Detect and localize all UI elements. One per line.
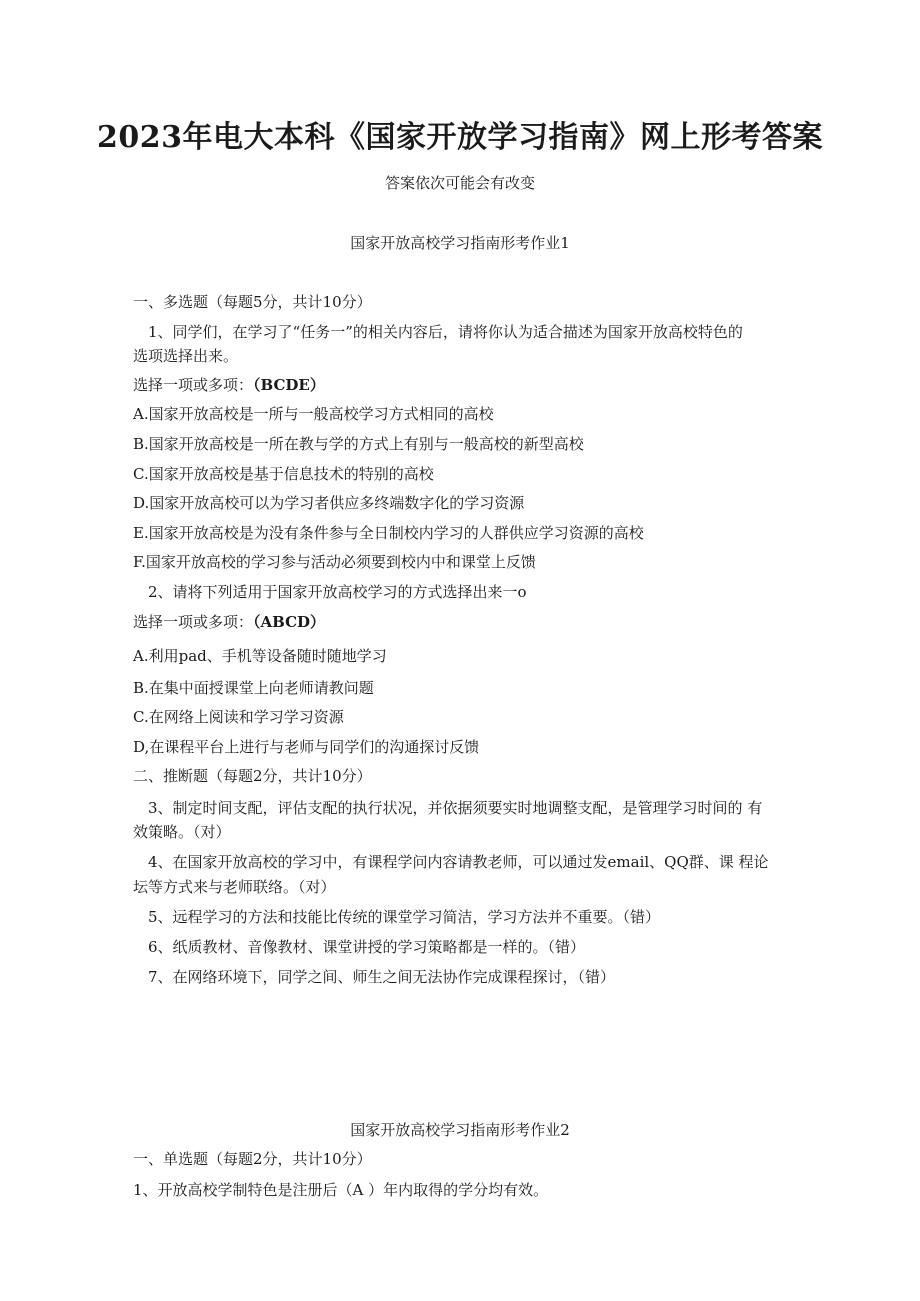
assignment-1-heading: 国家开放高校学习指南形考作业1: [350, 234, 570, 252]
question-6-text: 6、纸质教材、音像教材、课堂讲授的学习策略都是一样的。（错）: [148, 938, 586, 956]
document-subtitle: 答案依次可能会有改变: [384, 174, 535, 192]
question-2-answer-line: [133, 612, 325, 632]
question-1-option: B.国家开放高校是一所在教与学的方式上有别与一般高校的新型高校: [133, 435, 584, 453]
section-true-false-header: 二、推断题（每题2分，共计10分）: [133, 767, 372, 785]
select-prompt: 选择一项或多项：: [133, 613, 254, 631]
answer-value: （ABCD）: [253, 613, 326, 631]
assignment-2-heading: 国家开放高校学习指南形考作业2: [350, 1121, 570, 1139]
question-1-option: F.国家开放高校的学习参与活动必须要到校内中和课堂上反馈: [133, 553, 536, 571]
question-1-option: E.国家开放高校是为没有条件参与全日制校内学习的人群供应学习资源的高校: [133, 524, 644, 542]
document-title: 2023年电大本科《国家开放学习指南》网上形考答案: [97, 120, 823, 155]
question-2-option: B.在集中面授课堂上向老师请教问题: [133, 679, 374, 697]
question-4-text-cont: 坛等方式来与老师联络。（对）: [133, 878, 336, 896]
question-2-text: 2、请将下列适用于国家开放高校学习的方式选择出来一o: [148, 583, 527, 601]
question-2-option: D,在课程平台上进行与老师与同学们的沟通探讨反馈: [133, 738, 480, 756]
question-1-text: 1、同学们，在学习了“任务一”的相关内容后，请将你认为适合描述为国家开放高校特色的: [148, 323, 743, 341]
question-2-option: A.利用pad、手机等设备随时随地学习: [133, 647, 387, 665]
question-1-text-cont: 选项选择出来。: [133, 347, 239, 365]
select-prompt: 选择一项或多项：: [133, 376, 254, 394]
question-2-option: C.在网络上阅读和学习学习资源: [133, 708, 344, 726]
section-multiple-choice-header: 一、多选题（每题5分，共计10分）: [133, 293, 372, 311]
question-1-option: A.国家开放高校是一所与一般高校学习方式相同的高校: [133, 405, 494, 423]
question-5-text: 5、远程学习的方法和技能比传统的课堂学习简洁，学习方法并不重要。（错）: [148, 908, 661, 926]
section-single-choice-header: 一、单选题（每题2分，共计10分）: [133, 1150, 372, 1168]
question-3-text-cont: 效策略。（对）: [133, 823, 231, 841]
question-7-text: 7、在网络环境下，同学之间、师生之间无法协作完成课程探讨，（错）: [148, 968, 616, 986]
answer-value: （BCDE）: [253, 376, 325, 394]
question-1-answer-line: [133, 375, 325, 395]
assignment-2-question-1-text: 1、开放高校学制特色是注册后（A ）年内取得的学分均有效。: [133, 1181, 549, 1199]
question-3-text: 3、制定时间支配，评估支配的执行状况，并依据须要实时地调整支配，是管理学习时间的 有: [148, 799, 763, 817]
question-1-option: D.国家开放高校可以为学习者供应多终端数字化的学习资源: [133, 494, 525, 512]
question-1-option: C.国家开放高校是基于信息技术的特别的高校: [133, 465, 434, 483]
question-4-text: 4、在国家开放高校的学习中，有课程学问内容请教老师，可以通过发email、QQ群、课 程论: [148, 853, 769, 871]
